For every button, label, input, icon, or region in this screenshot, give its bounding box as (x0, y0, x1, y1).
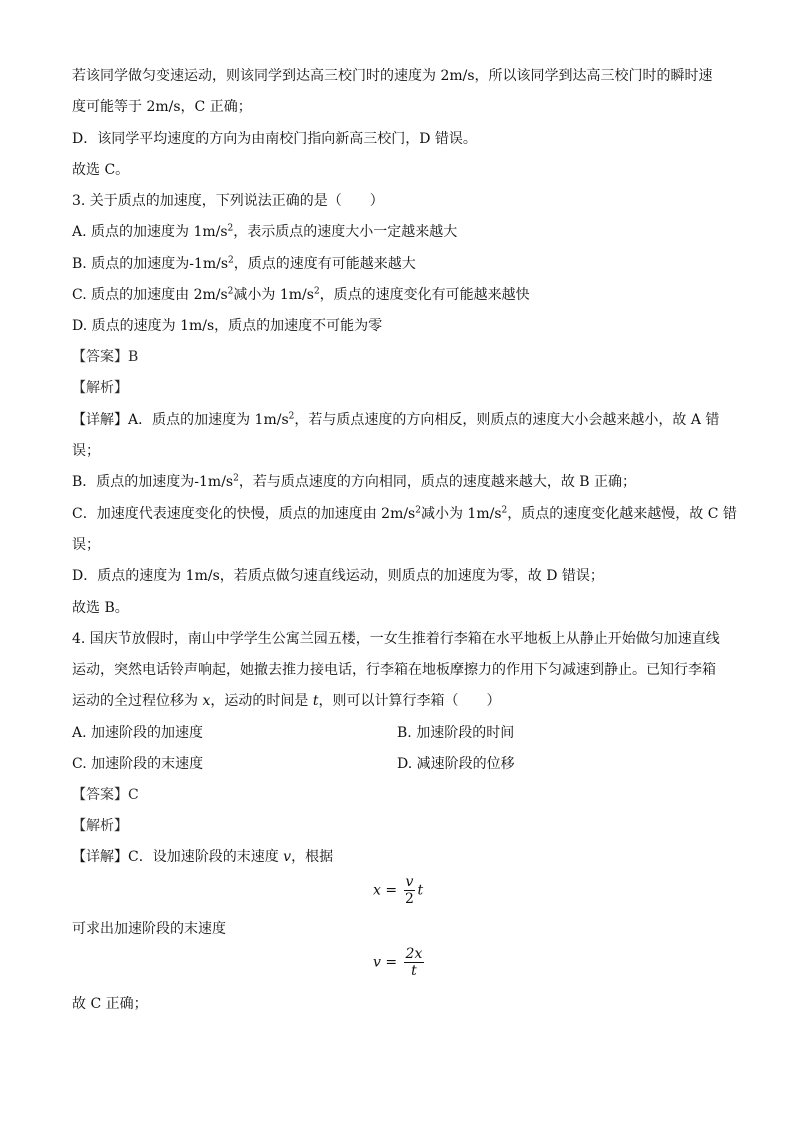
text-line: 故选 C。 (72, 162, 130, 178)
equation-2 (373, 946, 426, 979)
question-4-stem: 4. 国庆节放假时，南山中学学生公寓兰园五楼，一女生推着行李箱在水平地板上从静止开始做匀加速直线 (72, 631, 720, 647)
superscript: 2 (227, 223, 234, 234)
explanation-line (72, 410, 719, 430)
superscript: 2 (313, 286, 320, 297)
text-span: ，则可以计算行李箱（ ） (318, 693, 501, 709)
text-span: B．质点的加速度为-1m/s (72, 474, 234, 490)
option-text: C. 质点的加速度由 2m/s (72, 287, 228, 303)
option-text: B. 质点的加速度为-1m/s (72, 256, 229, 272)
option-text: ，表示质点的速度大小一定越来越大 (233, 224, 458, 240)
question-3-option-a (72, 222, 457, 242)
explanation-line (72, 472, 636, 492)
text-span: ，根据 (291, 849, 334, 865)
question-3-option-d: D. 质点的速度为 1m/s，质点的加速度不可能为零 (72, 318, 383, 334)
variable-t: t (417, 882, 424, 899)
explanation-line (72, 504, 737, 524)
text-span: 【详解】A．质点的加速度为 1m/s (72, 412, 289, 428)
question-3-stem: 3. 关于质点的加速度，下列说法正确的是（ ） (72, 193, 384, 209)
text-span: ，质点的速度变化越来越慢，故 C 错 (507, 506, 737, 522)
numerator: v (405, 874, 414, 890)
text-span: ，若与质点速度的方向相反，则质点的速度大小会越来越小，故 A 错 (294, 412, 720, 428)
answer-label: 【答案】B (72, 349, 139, 365)
analysis-label: 【解析】 (72, 818, 128, 834)
text-span: ，运动的时间是 (210, 693, 313, 709)
fraction (404, 874, 416, 907)
text-span: 【详解】C．设加速阶段的末速度 (72, 849, 284, 865)
question-4-stem: 运动，突然电话铃声响起，她撤去推力接电话，行李箱在地板摩擦力的作用下匀减速到静止。已知行李箱 (72, 662, 716, 678)
explanation-line (72, 847, 333, 867)
superscript: 2 (227, 286, 234, 297)
variable-t: t (312, 693, 319, 709)
variable-x: x (202, 693, 211, 709)
fraction (404, 946, 425, 979)
conclusion-line: 故选 B。 (72, 600, 129, 616)
option-text: A. 质点的加速度为 1m/s (72, 224, 228, 240)
question-3-option-b (72, 254, 416, 274)
conclusion-line: 故 C 正确； (72, 996, 148, 1012)
question-4-stem (72, 691, 500, 711)
question-4-option-b: B. 加速阶段的时间 (397, 725, 515, 741)
answer-label: 【答案】C (72, 787, 139, 803)
denominator: 2 (405, 891, 414, 907)
equation-lhs: v = (373, 954, 398, 971)
text-span: C．加速度代表速度变化的快慢，质点的加速度由 2m/s (72, 506, 416, 522)
explanation-line: 可求出加速阶段的末速度 (72, 921, 226, 937)
superscript: 2 (415, 505, 421, 516)
explanation-line: 误； (72, 537, 100, 553)
question-3-option-c (72, 285, 530, 305)
equation-1 (373, 874, 423, 907)
text-span: 减小为 1m/s (420, 506, 502, 522)
explanation-line: 误； (72, 443, 100, 459)
question-4-option-a: A. 加速阶段的加速度 (72, 725, 204, 741)
numerator: 2x (405, 946, 423, 962)
superscript: 2 (288, 411, 295, 422)
text-line: 若该同学做匀变速运动，则该同学到达高三校门时的速度为 2m/s，所以该同学到达高三校门时的瞬时速 (72, 68, 713, 84)
question-4-option-c: C. 加速阶段的末速度 (72, 756, 204, 772)
text-line: D．该同学平均速度的方向为由南校门指向新高三校门，D 错误。 (72, 131, 477, 147)
explanation-line: D．质点的速度为 1m/s，若质点做匀速直线运动，则质点的加速度为零，故 D 错误； (72, 568, 604, 584)
option-text: 减小为 1m/s (233, 287, 314, 303)
option-text: ，质点的速度有可能越来越大 (233, 256, 416, 272)
superscript: 2 (501, 505, 508, 516)
superscript: 2 (228, 255, 234, 266)
text-span: ，若与质点速度的方向相同，质点的速度越来越大，故 B 正确； (238, 474, 637, 490)
denominator: t (411, 963, 417, 979)
text-line: 度可能等于 2m/s，C 正确； (72, 99, 252, 115)
text-span: 运动的全过程位移为 (72, 693, 203, 709)
equation-lhs: x = (373, 882, 398, 899)
analysis-label: 【解析】 (72, 380, 128, 396)
variable-v: v (283, 849, 292, 865)
option-text: ，质点的速度变化有可能越来越快 (319, 287, 530, 303)
question-4-option-d: D. 减速阶段的位移 (397, 756, 515, 772)
superscript: 2 (233, 473, 239, 484)
